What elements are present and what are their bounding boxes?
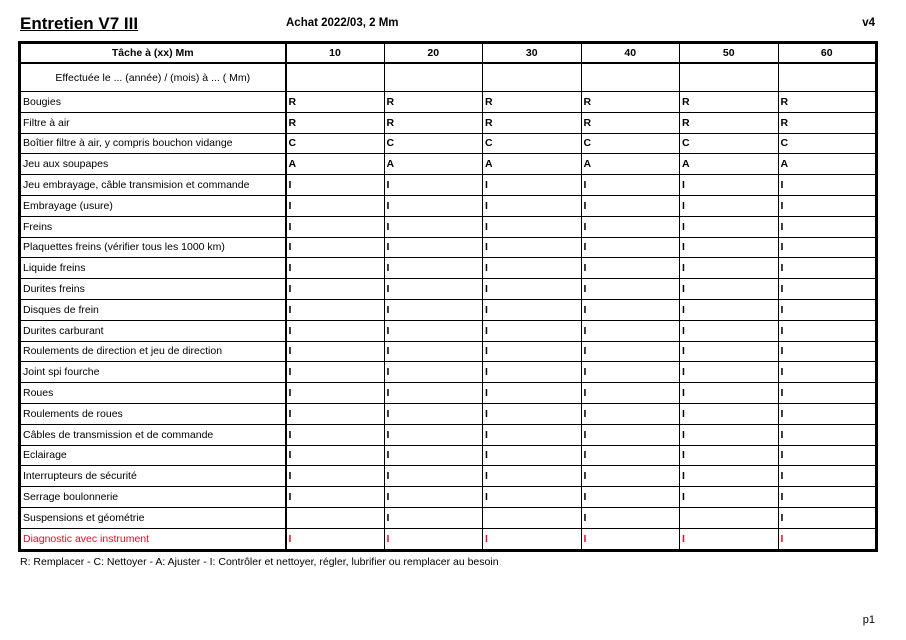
interval-mark (680, 507, 779, 528)
interval-mark: I (384, 341, 483, 362)
interval-mark: I (384, 362, 483, 383)
interval-mark: I (581, 279, 680, 300)
interval-mark: I (483, 466, 582, 487)
interval-mark: I (483, 195, 582, 216)
interval-mark: I (483, 216, 582, 237)
interval-mark: I (680, 258, 779, 279)
interval-mark: I (483, 424, 582, 445)
interval-mark: I (680, 445, 779, 466)
interval-mark: C (680, 133, 779, 154)
interval-mark: I (581, 507, 680, 528)
task-label: Diagnostic avec instrument (20, 528, 286, 550)
interval-mark: I (384, 507, 483, 528)
completion-cell[interactable] (680, 63, 779, 92)
interval-mark: I (384, 216, 483, 237)
completion-cell[interactable] (581, 63, 680, 92)
interval-mark: I (384, 466, 483, 487)
interval-mark: I (778, 528, 877, 550)
interval-mark: I (581, 175, 680, 196)
interval-mark (286, 507, 385, 528)
interval-mark: R (384, 112, 483, 133)
interval-mark: I (483, 279, 582, 300)
interval-mark: I (286, 299, 385, 320)
table-row (20, 175, 877, 196)
task-label: Joint spi fourche (20, 362, 286, 383)
interval-mark: I (680, 237, 779, 258)
table-row (20, 237, 877, 258)
task-label: Bougies (20, 92, 286, 113)
task-label: Eclairage (20, 445, 286, 466)
interval-mark: I (778, 237, 877, 258)
interval-mark: I (286, 216, 385, 237)
table-row (20, 466, 877, 487)
interval-mark: A (581, 154, 680, 175)
interval-mark: I (286, 528, 385, 550)
table-row (20, 487, 877, 508)
interval-mark: I (778, 175, 877, 196)
task-label: Roues (20, 383, 286, 404)
task-label: Câbles de transmission et de commande (20, 424, 286, 445)
interval-mark: I (581, 403, 680, 424)
interval-mark: I (286, 403, 385, 424)
interval-mark: R (286, 112, 385, 133)
interval-mark: R (778, 112, 877, 133)
interval-mark: R (581, 112, 680, 133)
interval-mark: I (286, 195, 385, 216)
interval-mark: I (680, 362, 779, 383)
interval-mark: I (778, 445, 877, 466)
interval-mark: I (581, 362, 680, 383)
interval-mark: I (286, 175, 385, 196)
table-row (20, 507, 877, 528)
task-label: Boîtier filtre à air, y compris bouchon vidange (20, 133, 286, 154)
interval-mark: I (384, 299, 483, 320)
table-row (20, 279, 877, 300)
table-row (20, 112, 877, 133)
table-row (20, 133, 877, 154)
interval-mark: I (581, 237, 680, 258)
interval-mark: I (680, 216, 779, 237)
interval-mark: I (384, 487, 483, 508)
interval-mark: C (581, 133, 680, 154)
interval-mark: A (680, 154, 779, 175)
completion-cell[interactable] (778, 63, 877, 92)
interval-mark: I (680, 279, 779, 300)
page-number: p1 (862, 614, 875, 626)
interval-mark: R (680, 112, 779, 133)
interval-mark: R (483, 112, 582, 133)
column-header: 40 (581, 43, 680, 64)
completion-cell[interactable] (286, 63, 385, 92)
interval-mark: I (581, 424, 680, 445)
table-row (20, 258, 877, 279)
table-row (20, 216, 877, 237)
interval-mark: I (581, 299, 680, 320)
interval-mark: I (778, 216, 877, 237)
completion-row (20, 63, 877, 92)
task-label: Liquide freins (20, 258, 286, 279)
version-label: v4 (862, 17, 875, 29)
interval-mark: I (483, 175, 582, 196)
interval-mark: R (581, 92, 680, 113)
interval-mark: C (778, 133, 877, 154)
interval-mark: I (581, 216, 680, 237)
column-header: 50 (680, 43, 779, 64)
table-row (20, 299, 877, 320)
legend: R: Remplacer - C: Nettoyer - A: Ajuster - I: Contrôler et nettoyer, régler, lubrifier ou remplacer au besoin (20, 556, 499, 568)
interval-mark: I (680, 299, 779, 320)
interval-mark: I (483, 237, 582, 258)
interval-mark: I (286, 383, 385, 404)
interval-mark: I (286, 362, 385, 383)
interval-mark: I (581, 320, 680, 341)
interval-mark: I (384, 403, 483, 424)
interval-mark: I (483, 383, 582, 404)
purchase-info: Achat 2022/03, 2 Mm (286, 17, 399, 29)
task-label: Roulements de direction et jeu de direction (20, 341, 286, 362)
task-label: Freins (20, 216, 286, 237)
table-row (20, 341, 877, 362)
task-label: Roulements de roues (20, 403, 286, 424)
interval-mark: I (286, 424, 385, 445)
interval-mark: I (384, 279, 483, 300)
task-label: Jeu aux soupapes (20, 154, 286, 175)
interval-mark: I (680, 424, 779, 445)
interval-mark: I (483, 528, 582, 550)
interval-mark: I (581, 528, 680, 550)
interval-mark: I (286, 466, 385, 487)
completion-cell[interactable] (384, 63, 483, 92)
interval-mark: R (680, 92, 779, 113)
interval-mark (483, 507, 582, 528)
interval-mark: I (384, 383, 483, 404)
interval-mark: I (286, 341, 385, 362)
table-row (20, 154, 877, 175)
interval-mark: I (384, 528, 483, 550)
interval-mark: I (778, 320, 877, 341)
interval-mark: I (680, 466, 779, 487)
interval-mark: R (483, 92, 582, 113)
interval-mark: I (483, 445, 582, 466)
interval-mark: I (778, 362, 877, 383)
interval-mark: I (483, 362, 582, 383)
interval-mark: I (680, 195, 779, 216)
interval-mark: I (483, 487, 582, 508)
interval-mark: I (581, 258, 680, 279)
task-label: Durites freins (20, 279, 286, 300)
task-label: Interrupteurs de sécurité (20, 466, 286, 487)
interval-mark: I (581, 195, 680, 216)
interval-mark: I (778, 258, 877, 279)
interval-mark: I (483, 320, 582, 341)
task-label: Filtre à air (20, 112, 286, 133)
interval-mark: I (680, 528, 779, 550)
column-header: 30 (483, 43, 582, 64)
table-row (20, 362, 877, 383)
task-label: Serrage boulonnerie (20, 487, 286, 508)
table-row (20, 195, 877, 216)
interval-mark: I (384, 175, 483, 196)
interval-mark: I (680, 175, 779, 196)
table-row (20, 445, 877, 466)
interval-mark: I (384, 237, 483, 258)
task-label: Durites carburant (20, 320, 286, 341)
interval-mark: I (680, 403, 779, 424)
task-label: Suspensions et géométrie (20, 507, 286, 528)
interval-mark: I (384, 445, 483, 466)
table-row (20, 92, 877, 113)
interval-mark: I (384, 424, 483, 445)
table-row (20, 383, 877, 404)
interval-mark: I (778, 424, 877, 445)
interval-mark: I (778, 507, 877, 528)
interval-mark: I (680, 383, 779, 404)
completion-label: Effectuée le ... (année) / (mois) à ... ( Mm) (20, 63, 286, 92)
completion-cell[interactable] (483, 63, 582, 92)
interval-mark: I (384, 195, 483, 216)
interval-mark: I (778, 279, 877, 300)
interval-mark: I (581, 445, 680, 466)
table-row (20, 403, 877, 424)
interval-mark: A (778, 154, 877, 175)
interval-mark: I (581, 487, 680, 508)
interval-mark: I (778, 403, 877, 424)
interval-mark: C (483, 133, 582, 154)
table-row (20, 424, 877, 445)
interval-mark: I (581, 341, 680, 362)
task-column-header: Tâche à (xx) Mm (20, 43, 286, 64)
task-label: Disques de frein (20, 299, 286, 320)
interval-mark: I (778, 487, 877, 508)
interval-mark: C (286, 133, 385, 154)
interval-mark: I (384, 320, 483, 341)
interval-mark: I (680, 320, 779, 341)
interval-mark: I (680, 341, 779, 362)
interval-mark: I (778, 466, 877, 487)
task-label: Jeu embrayage, câble transmision et commande (20, 175, 286, 196)
task-label: Embrayage (usure) (20, 195, 286, 216)
interval-mark: I (384, 258, 483, 279)
interval-mark: I (483, 258, 582, 279)
interval-mark: A (384, 154, 483, 175)
interval-mark: R (778, 92, 877, 113)
interval-mark: I (680, 487, 779, 508)
interval-mark: I (286, 320, 385, 341)
interval-mark: C (384, 133, 483, 154)
interval-mark: I (581, 383, 680, 404)
interval-mark: R (384, 92, 483, 113)
interval-mark: I (778, 299, 877, 320)
interval-mark: I (778, 341, 877, 362)
interval-mark: I (286, 445, 385, 466)
maintenance-table (18, 41, 878, 552)
interval-mark: I (778, 195, 877, 216)
interval-mark: I (286, 487, 385, 508)
column-header: 20 (384, 43, 483, 64)
interval-mark: I (483, 403, 582, 424)
interval-mark: I (286, 258, 385, 279)
interval-mark: I (483, 299, 582, 320)
interval-mark: I (483, 341, 582, 362)
column-header: 60 (778, 43, 877, 64)
interval-mark: A (483, 154, 582, 175)
interval-mark: A (286, 154, 385, 175)
interval-mark: I (581, 466, 680, 487)
interval-mark: R (286, 92, 385, 113)
table-row (20, 528, 877, 550)
task-label: Plaquettes freins (vérifier tous les 1000 km) (20, 237, 286, 258)
interval-mark: I (286, 237, 385, 258)
document-title: Entretien V7 III (20, 14, 139, 33)
interval-mark: I (286, 279, 385, 300)
table-row (20, 320, 877, 341)
interval-mark: I (778, 383, 877, 404)
header-row (20, 43, 877, 64)
column-header: 10 (286, 43, 385, 64)
